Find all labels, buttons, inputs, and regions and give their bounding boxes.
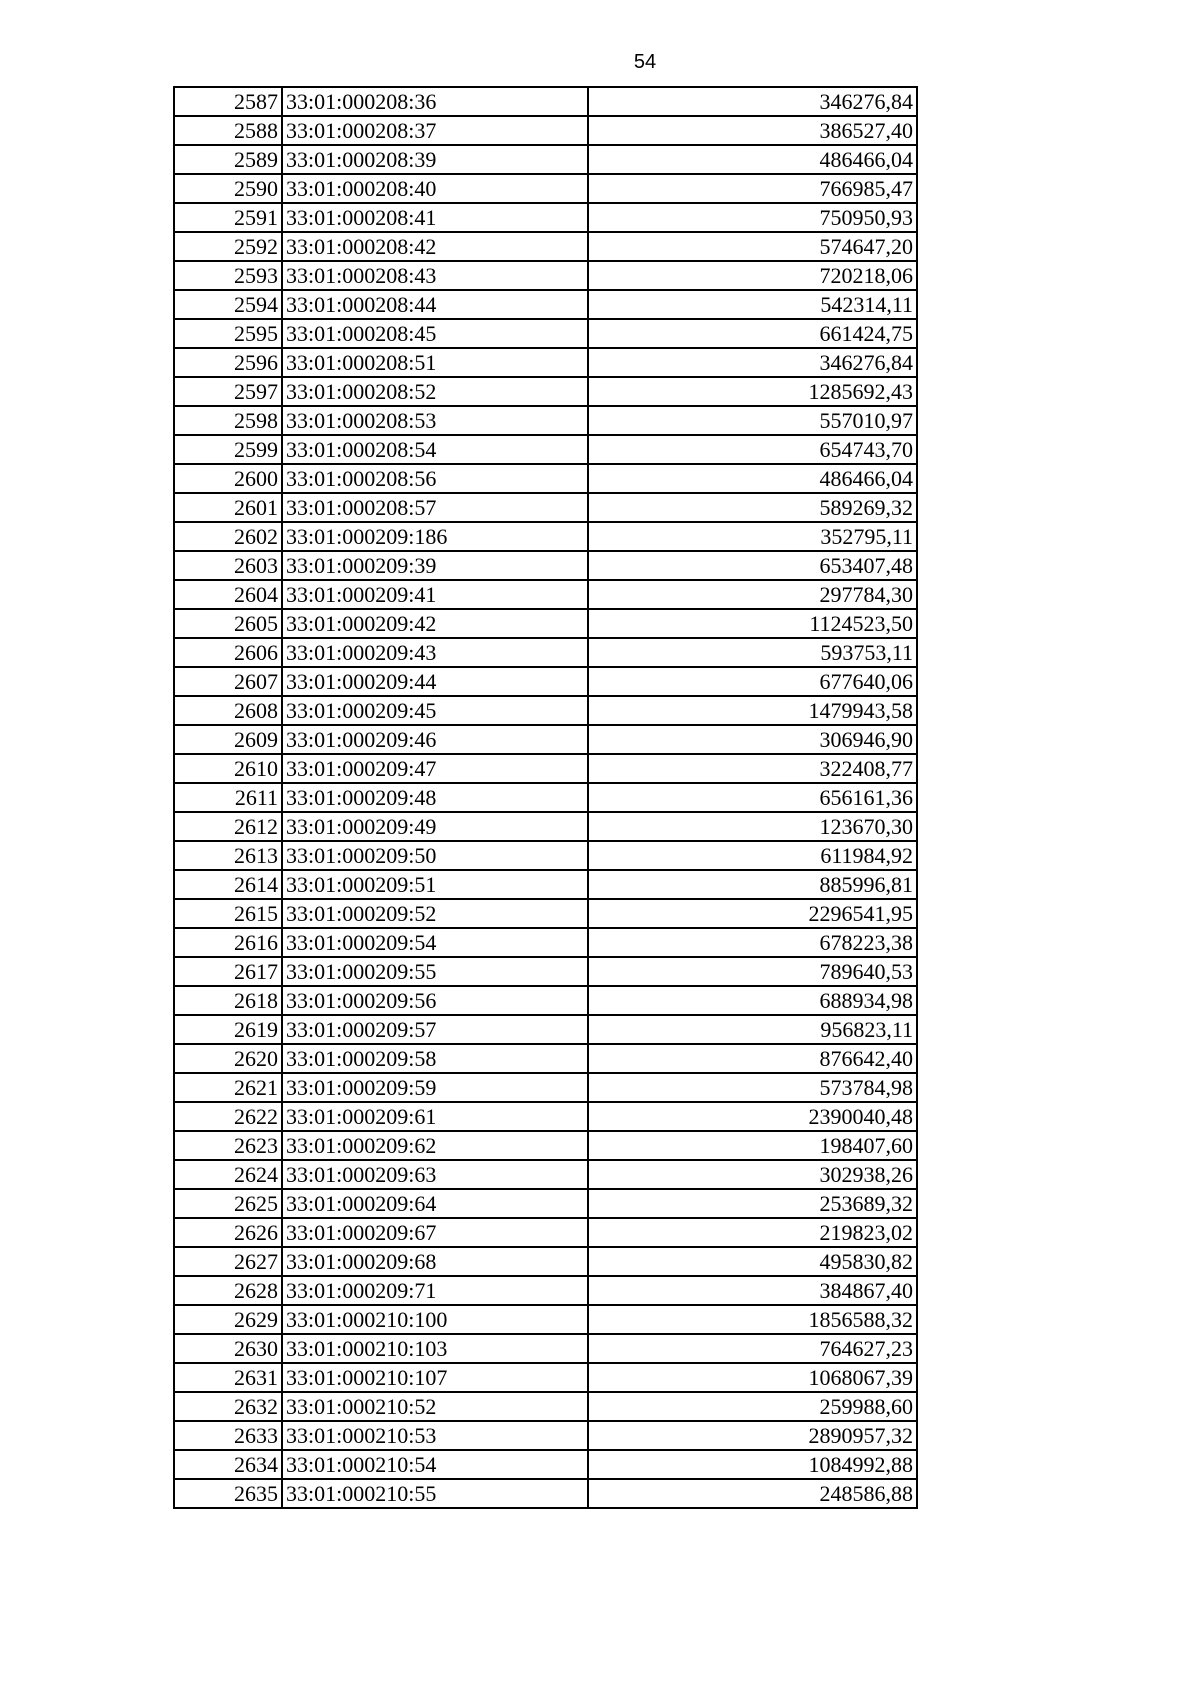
cadastral-value: 1856588,32 bbox=[588, 1305, 917, 1334]
cadastral-value: 123670,30 bbox=[588, 812, 917, 841]
table-row bbox=[174, 1450, 917, 1479]
cadastral-value-table bbox=[173, 86, 918, 1509]
row-number: 2609 bbox=[174, 725, 282, 754]
row-number: 2624 bbox=[174, 1160, 282, 1189]
cadastral-number: 33:01:000209:46 bbox=[282, 725, 588, 754]
cadastral-number: 33:01:000210:103 bbox=[282, 1334, 588, 1363]
row-number: 2626 bbox=[174, 1218, 282, 1247]
cadastral-number: 33:01:000209:59 bbox=[282, 1073, 588, 1102]
row-number: 2617 bbox=[174, 957, 282, 986]
cadastral-value: 346276,84 bbox=[588, 348, 917, 377]
cadastral-value: 764627,23 bbox=[588, 1334, 917, 1363]
row-number: 2610 bbox=[174, 754, 282, 783]
table-row bbox=[174, 783, 917, 812]
row-number: 2602 bbox=[174, 522, 282, 551]
cadastral-value: 259988,60 bbox=[588, 1392, 917, 1421]
cadastral-number: 33:01:000210:52 bbox=[282, 1392, 588, 1421]
cadastral-number: 33:01:000210:107 bbox=[282, 1363, 588, 1392]
cadastral-value: 2890957,32 bbox=[588, 1421, 917, 1450]
cadastral-number: 33:01:000210:55 bbox=[282, 1479, 588, 1508]
table-row bbox=[174, 406, 917, 435]
row-number: 2597 bbox=[174, 377, 282, 406]
cadastral-value: 1124523,50 bbox=[588, 609, 917, 638]
cadastral-value: 302938,26 bbox=[588, 1160, 917, 1189]
row-number: 2595 bbox=[174, 319, 282, 348]
cadastral-value: 589269,32 bbox=[588, 493, 917, 522]
row-number: 2590 bbox=[174, 174, 282, 203]
table-row bbox=[174, 1392, 917, 1421]
row-number: 2608 bbox=[174, 696, 282, 725]
row-number: 2611 bbox=[174, 783, 282, 812]
table-row bbox=[174, 1160, 917, 1189]
row-number: 2607 bbox=[174, 667, 282, 696]
cadastral-number: 33:01:000209:62 bbox=[282, 1131, 588, 1160]
cadastral-value: 486466,04 bbox=[588, 464, 917, 493]
cadastral-number: 33:01:000208:43 bbox=[282, 261, 588, 290]
cadastral-number: 33:01:000209:50 bbox=[282, 841, 588, 870]
table-row bbox=[174, 580, 917, 609]
cadastral-value: 876642,40 bbox=[588, 1044, 917, 1073]
table-row bbox=[174, 1044, 917, 1073]
table-row bbox=[174, 1102, 917, 1131]
table-row bbox=[174, 1305, 917, 1334]
cadastral-number: 33:01:000208:40 bbox=[282, 174, 588, 203]
cadastral-number: 33:01:000208:44 bbox=[282, 290, 588, 319]
row-number: 2615 bbox=[174, 899, 282, 928]
row-number: 2593 bbox=[174, 261, 282, 290]
cadastral-value: 297784,30 bbox=[588, 580, 917, 609]
cadastral-number: 33:01:000208:39 bbox=[282, 145, 588, 174]
table-row bbox=[174, 261, 917, 290]
cadastral-number: 33:01:000210:53 bbox=[282, 1421, 588, 1450]
cadastral-value: 956823,11 bbox=[588, 1015, 917, 1044]
row-number: 2612 bbox=[174, 812, 282, 841]
row-number: 2634 bbox=[174, 1450, 282, 1479]
cadastral-number: 33:01:000209:186 bbox=[282, 522, 588, 551]
cadastral-value: 720218,06 bbox=[588, 261, 917, 290]
cadastral-number: 33:01:000209:63 bbox=[282, 1160, 588, 1189]
cadastral-number: 33:01:000208:45 bbox=[282, 319, 588, 348]
table-row bbox=[174, 667, 917, 696]
cadastral-value: 1068067,39 bbox=[588, 1363, 917, 1392]
cadastral-value: 219823,02 bbox=[588, 1218, 917, 1247]
cadastral-value: 885996,81 bbox=[588, 870, 917, 899]
row-number: 2623 bbox=[174, 1131, 282, 1160]
table-row bbox=[174, 1334, 917, 1363]
cadastral-number: 33:01:000208:53 bbox=[282, 406, 588, 435]
row-number: 2631 bbox=[174, 1363, 282, 1392]
cadastral-number: 33:01:000209:43 bbox=[282, 638, 588, 667]
cadastral-number: 33:01:000208:51 bbox=[282, 348, 588, 377]
cadastral-value: 574647,20 bbox=[588, 232, 917, 261]
row-number: 2627 bbox=[174, 1247, 282, 1276]
cadastral-value: 677640,06 bbox=[588, 667, 917, 696]
table-row bbox=[174, 696, 917, 725]
cadastral-number: 33:01:000209:55 bbox=[282, 957, 588, 986]
table-row bbox=[174, 986, 917, 1015]
table-row bbox=[174, 290, 917, 319]
row-number: 2599 bbox=[174, 435, 282, 464]
cadastral-number: 33:01:000208:57 bbox=[282, 493, 588, 522]
table-row bbox=[174, 203, 917, 232]
cadastral-number: 33:01:000209:52 bbox=[282, 899, 588, 928]
table-row bbox=[174, 377, 917, 406]
table-row bbox=[174, 1276, 917, 1305]
table-row bbox=[174, 609, 917, 638]
table-row bbox=[174, 1479, 917, 1508]
row-number: 2622 bbox=[174, 1102, 282, 1131]
row-number: 2587 bbox=[174, 87, 282, 116]
cadastral-value: 386527,40 bbox=[588, 116, 917, 145]
table-row bbox=[174, 87, 917, 116]
cadastral-value: 352795,11 bbox=[588, 522, 917, 551]
table-row bbox=[174, 522, 917, 551]
cadastral-number: 33:01:000209:57 bbox=[282, 1015, 588, 1044]
table-row bbox=[174, 957, 917, 986]
row-number: 2594 bbox=[174, 290, 282, 319]
row-number: 2619 bbox=[174, 1015, 282, 1044]
table-row bbox=[174, 435, 917, 464]
row-number: 2598 bbox=[174, 406, 282, 435]
row-number: 2596 bbox=[174, 348, 282, 377]
cadastral-value: 1084992,88 bbox=[588, 1450, 917, 1479]
row-number: 2589 bbox=[174, 145, 282, 174]
cadastral-value: 750950,93 bbox=[588, 203, 917, 232]
table-row bbox=[174, 1131, 917, 1160]
cadastral-number: 33:01:000209:48 bbox=[282, 783, 588, 812]
row-number: 2601 bbox=[174, 493, 282, 522]
row-number: 2633 bbox=[174, 1421, 282, 1450]
row-number: 2604 bbox=[174, 580, 282, 609]
row-number: 2591 bbox=[174, 203, 282, 232]
table-row bbox=[174, 638, 917, 667]
cadastral-value: 661424,75 bbox=[588, 319, 917, 348]
table-row bbox=[174, 232, 917, 261]
row-number: 2603 bbox=[174, 551, 282, 580]
table-row bbox=[174, 870, 917, 899]
row-number: 2592 bbox=[174, 232, 282, 261]
table-row bbox=[174, 1073, 917, 1102]
table-row bbox=[174, 841, 917, 870]
row-number: 2613 bbox=[174, 841, 282, 870]
table-row bbox=[174, 145, 917, 174]
cadastral-number: 33:01:000208:41 bbox=[282, 203, 588, 232]
cadastral-number: 33:01:000209:68 bbox=[282, 1247, 588, 1276]
cadastral-value: 1285692,43 bbox=[588, 377, 917, 406]
row-number: 2625 bbox=[174, 1189, 282, 1218]
cadastral-value: 322408,77 bbox=[588, 754, 917, 783]
cadastral-number: 33:01:000209:42 bbox=[282, 609, 588, 638]
cadastral-value: 2296541,95 bbox=[588, 899, 917, 928]
cadastral-number: 33:01:000209:64 bbox=[282, 1189, 588, 1218]
row-number: 2630 bbox=[174, 1334, 282, 1363]
cadastral-number: 33:01:000209:54 bbox=[282, 928, 588, 957]
table-row bbox=[174, 464, 917, 493]
table-row bbox=[174, 1421, 917, 1450]
cadastral-value: 766985,47 bbox=[588, 174, 917, 203]
row-number: 2616 bbox=[174, 928, 282, 957]
cadastral-value: 1479943,58 bbox=[588, 696, 917, 725]
cadastral-value: 198407,60 bbox=[588, 1131, 917, 1160]
cadastral-value: 653407,48 bbox=[588, 551, 917, 580]
cadastral-value: 253689,32 bbox=[588, 1189, 917, 1218]
cadastral-value: 557010,97 bbox=[588, 406, 917, 435]
table-row bbox=[174, 493, 917, 522]
cadastral-value: 611984,92 bbox=[588, 841, 917, 870]
row-number: 2588 bbox=[174, 116, 282, 145]
row-number: 2618 bbox=[174, 986, 282, 1015]
row-number: 2621 bbox=[174, 1073, 282, 1102]
cadastral-number: 33:01:000209:39 bbox=[282, 551, 588, 580]
table-row bbox=[174, 319, 917, 348]
table-row bbox=[174, 1218, 917, 1247]
cadastral-number: 33:01:000210:100 bbox=[282, 1305, 588, 1334]
cadastral-number: 33:01:000210:54 bbox=[282, 1450, 588, 1479]
table-row bbox=[174, 348, 917, 377]
cadastral-number: 33:01:000209:45 bbox=[282, 696, 588, 725]
cadastral-value: 248586,88 bbox=[588, 1479, 917, 1508]
table-row bbox=[174, 812, 917, 841]
cadastral-number: 33:01:000209:67 bbox=[282, 1218, 588, 1247]
cadastral-value: 2390040,48 bbox=[588, 1102, 917, 1131]
cadastral-value: 573784,98 bbox=[588, 1073, 917, 1102]
cadastral-value: 654743,70 bbox=[588, 435, 917, 464]
cadastral-value: 688934,98 bbox=[588, 986, 917, 1015]
cadastral-value: 789640,53 bbox=[588, 957, 917, 986]
row-number: 2628 bbox=[174, 1276, 282, 1305]
cadastral-value: 495830,82 bbox=[588, 1247, 917, 1276]
table-row bbox=[174, 754, 917, 783]
cadastral-value: 306946,90 bbox=[588, 725, 917, 754]
table-row bbox=[174, 928, 917, 957]
cadastral-value: 542314,11 bbox=[588, 290, 917, 319]
page-number: 54 bbox=[633, 51, 657, 73]
cadastral-number: 33:01:000209:47 bbox=[282, 754, 588, 783]
table-row bbox=[174, 551, 917, 580]
table-row bbox=[174, 174, 917, 203]
table-row bbox=[174, 116, 917, 145]
table-row bbox=[174, 1015, 917, 1044]
cadastral-number: 33:01:000209:44 bbox=[282, 667, 588, 696]
table-row bbox=[174, 725, 917, 754]
cadastral-number: 33:01:000209:51 bbox=[282, 870, 588, 899]
cadastral-number: 33:01:000209:71 bbox=[282, 1276, 588, 1305]
cadastral-number: 33:01:000208:56 bbox=[282, 464, 588, 493]
cadastral-number: 33:01:000209:41 bbox=[282, 580, 588, 609]
cadastral-number: 33:01:000209:49 bbox=[282, 812, 588, 841]
cadastral-value: 486466,04 bbox=[588, 145, 917, 174]
row-number: 2632 bbox=[174, 1392, 282, 1421]
row-number: 2600 bbox=[174, 464, 282, 493]
row-number: 2605 bbox=[174, 609, 282, 638]
cadastral-value: 346276,84 bbox=[588, 87, 917, 116]
cadastral-number: 33:01:000208:54 bbox=[282, 435, 588, 464]
table-row bbox=[174, 1363, 917, 1392]
table-body bbox=[174, 87, 917, 1508]
table-row bbox=[174, 1247, 917, 1276]
row-number: 2635 bbox=[174, 1479, 282, 1508]
row-number: 2606 bbox=[174, 638, 282, 667]
cadastral-number: 33:01:000209:61 bbox=[282, 1102, 588, 1131]
table-row bbox=[174, 1189, 917, 1218]
cadastral-number: 33:01:000209:56 bbox=[282, 986, 588, 1015]
cadastral-value: 678223,38 bbox=[588, 928, 917, 957]
cadastral-number: 33:01:000208:42 bbox=[282, 232, 588, 261]
row-number: 2614 bbox=[174, 870, 282, 899]
row-number: 2629 bbox=[174, 1305, 282, 1334]
table-row bbox=[174, 899, 917, 928]
cadastral-number: 33:01:000209:58 bbox=[282, 1044, 588, 1073]
cadastral-value: 384867,40 bbox=[588, 1276, 917, 1305]
cadastral-number: 33:01:000208:52 bbox=[282, 377, 588, 406]
row-number: 2620 bbox=[174, 1044, 282, 1073]
cadastral-number: 33:01:000208:37 bbox=[282, 116, 588, 145]
cadastral-value: 593753,11 bbox=[588, 638, 917, 667]
cadastral-value: 656161,36 bbox=[588, 783, 917, 812]
cadastral-number: 33:01:000208:36 bbox=[282, 87, 588, 116]
